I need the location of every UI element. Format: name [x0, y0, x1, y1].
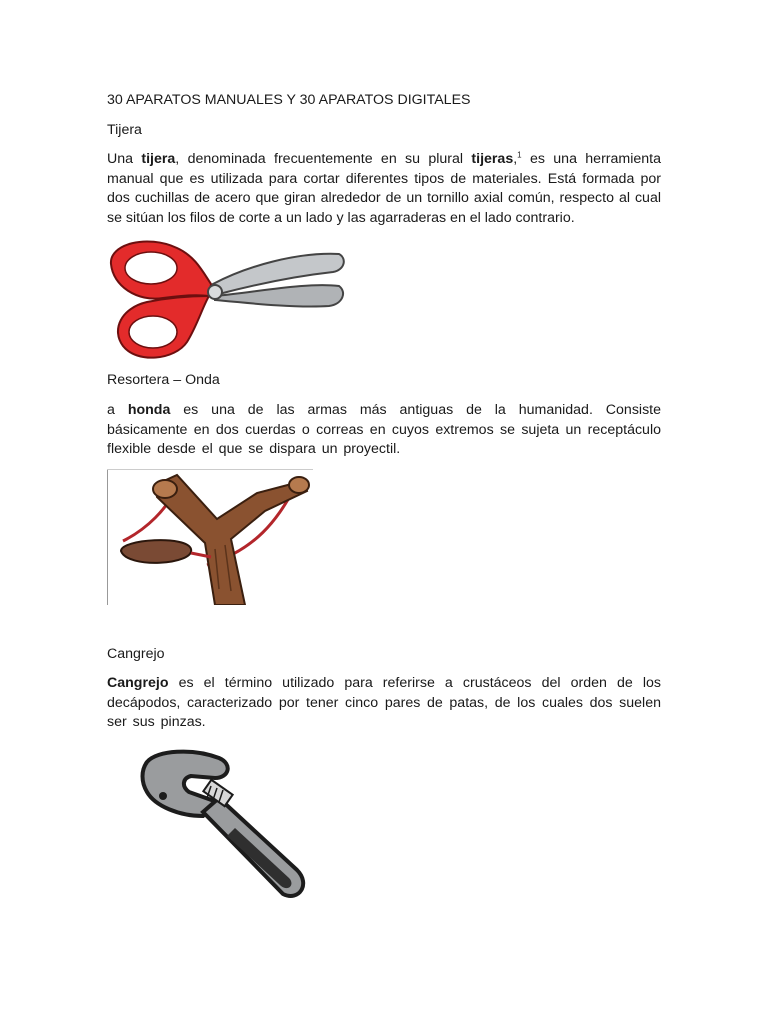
text-run: es el término utilizado para referirse a crustáceos del orden de los decápodos, caracterizado por tener cinco pares de patas, de los cuales dos suelen ser sus pinzas. — [107, 675, 661, 730]
text-run: , — [513, 151, 518, 167]
footnote-reference[interactable]: 1 — [517, 150, 522, 160]
slingshot-icon — [107, 469, 313, 605]
document-title: 30 APARATOS MANUALES Y 30 APARATOS DIGITALES — [107, 92, 471, 108]
scissors-icon — [107, 236, 347, 362]
text-run: es una de las armas más antiguas de la humanidad. Consiste básicamente en dos cuerdas o correas en cuyos extremos se sujeta un receptáculo flexible desde el que se dispara un proyectil. — [107, 402, 661, 457]
text-run: Una — [107, 151, 142, 167]
bold-term: tijeras — [471, 151, 514, 167]
text-run: es una herramienta manual que es utilizada para cortar diferentes tipos de materiales. Está formada por dos cuchillas de acero que giran alrededor de un tornillo axial común, respecto al cual se sitúan los filos de corte a un lado y las agarraderas en el lado contrario. — [107, 151, 661, 226]
text-run: a — [107, 402, 128, 418]
bold-term: honda — [127, 402, 171, 418]
text-run: , denominada frecuentemente en su plural — [175, 151, 472, 167]
section-heading-tijera: Tijera — [107, 122, 142, 138]
adjustable-wrench-icon — [107, 742, 343, 906]
paragraph-honda — [107, 401, 661, 460]
paragraph-cangrejo — [107, 674, 661, 733]
paragraph-tijera — [107, 150, 661, 228]
bold-term: tijera — [141, 151, 176, 167]
section-heading-cangrejo: Cangrejo — [107, 646, 165, 662]
section-heading-resortera: Resortera – Onda — [107, 372, 220, 388]
bold-term: Cangrejo — [107, 675, 169, 691]
